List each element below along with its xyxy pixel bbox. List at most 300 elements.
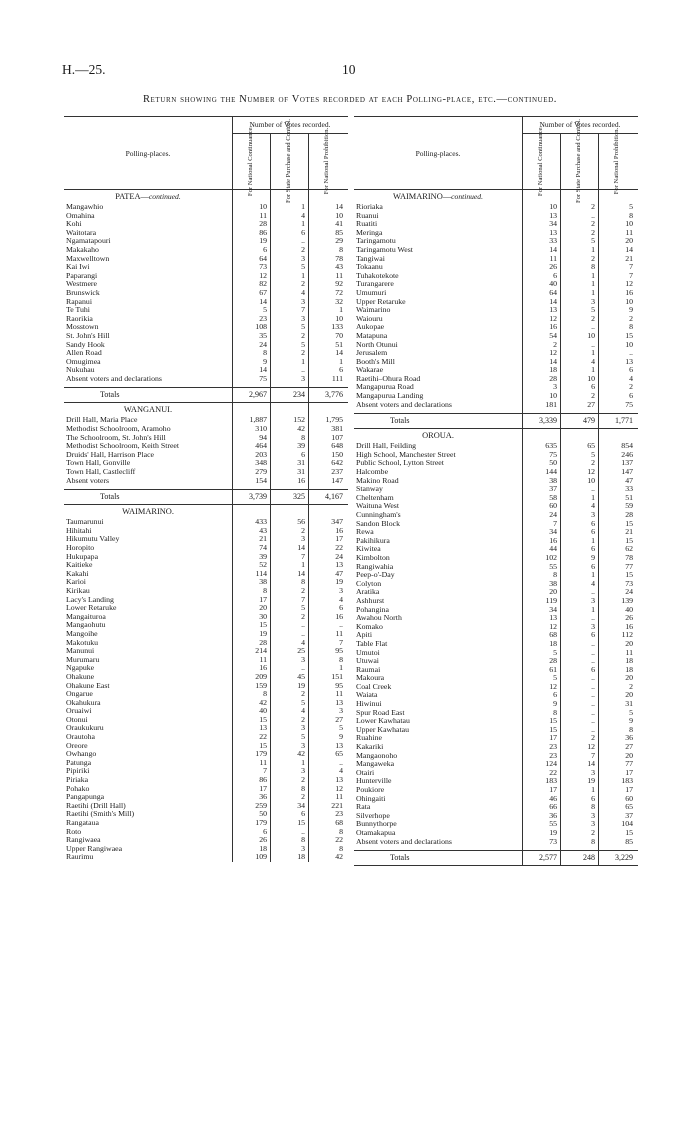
vote-count: 36 [625, 733, 633, 743]
vote-count: 37 [625, 810, 633, 820]
vote-count: .. [591, 587, 595, 597]
vote-count: 78 [625, 552, 633, 562]
polling-place-name: Silverhope [356, 811, 390, 820]
column-rule [598, 190, 599, 866]
right-table-body [354, 190, 638, 866]
vote-count: 18 [625, 664, 633, 674]
state-purchase-heading: For State Purchase and Control. [270, 133, 309, 189]
vote-count: 6 [591, 664, 595, 674]
table-row [64, 544, 348, 553]
vote-count: 112 [621, 630, 633, 640]
vote-count: 183 [545, 776, 557, 786]
table-row [354, 511, 638, 520]
table-row [64, 323, 348, 332]
vote-count: .. [629, 348, 633, 358]
vote-count: 3 [591, 767, 595, 777]
vote-count: 65 [587, 441, 595, 451]
vote-count: 4 [629, 373, 633, 383]
vote-count: 19 [297, 680, 305, 690]
vote-count: .. [591, 210, 595, 220]
vote-count: 60 [625, 793, 633, 803]
table-row [64, 707, 348, 716]
vote-count: 20 [625, 236, 633, 246]
vote-count: 8 [301, 432, 305, 442]
polling-place-name: Cunningham's [356, 511, 401, 519]
vote-count: 42 [297, 424, 305, 434]
vote-count: 22 [335, 543, 343, 552]
vote-count: 12 [587, 467, 595, 477]
vote-count: 1 [591, 570, 595, 580]
vote-count: 13 [549, 227, 557, 237]
vote-count: 108 [255, 322, 267, 332]
table-row [354, 769, 638, 778]
vote-count: 17 [625, 785, 633, 794]
vote-count: 6 [591, 630, 595, 640]
vote-count: 30 [259, 611, 267, 621]
vote-count: 6 [629, 365, 633, 375]
table-row [354, 451, 638, 460]
vote-count: 18 [297, 852, 305, 862]
vote-count: 73 [259, 262, 267, 272]
vote-count: 2 [629, 382, 633, 392]
vote-count: 183 [621, 776, 633, 786]
polling-place-name: Waituna West [356, 502, 399, 511]
table-row [354, 795, 638, 804]
polling-place-name: Ngapuke [66, 664, 95, 673]
polling-place-name: Mangaohutu [66, 621, 106, 630]
polling-place-name: Ngamatapouri [66, 237, 111, 246]
table-row [64, 289, 348, 298]
vote-count: 46 [549, 793, 557, 803]
table-row [64, 212, 348, 221]
vote-count: 14 [549, 356, 557, 366]
vote-count: 51 [625, 492, 633, 502]
table-row [64, 716, 348, 725]
table-row [354, 717, 638, 726]
table-row [354, 683, 638, 692]
total-value: 3,339 [539, 416, 557, 426]
vote-count: 50 [259, 809, 267, 819]
vote-count: 3 [301, 766, 305, 776]
polling-place-name: Umutoi [356, 648, 380, 657]
vote-count: 92 [335, 279, 343, 289]
vote-count: 16 [625, 621, 633, 631]
vote-count: 179 [255, 749, 267, 759]
vote-count: 54 [549, 330, 557, 340]
table-row [64, 733, 348, 742]
polling-place-name: Hunterville [356, 777, 392, 786]
vote-count: 26 [625, 613, 633, 623]
polling-place-name: Bunnythorpe [356, 820, 397, 829]
table-row [354, 485, 638, 494]
vote-count: 17 [335, 534, 343, 544]
vote-count: 19 [335, 577, 343, 587]
vote-count: 6 [591, 382, 595, 392]
vote-count: 13 [549, 305, 557, 315]
vote-count: 17 [625, 767, 633, 777]
vote-count: 107 [331, 432, 343, 442]
table-row [64, 742, 348, 751]
table-row [354, 323, 638, 332]
total-value: 3,776 [325, 390, 343, 400]
table-row [354, 349, 638, 358]
polling-places-heading: Polling-places. [64, 117, 233, 189]
vote-count: 1 [591, 270, 595, 280]
vote-count: 20 [625, 690, 633, 700]
vote-count: 147 [331, 475, 343, 485]
vote-count: 16 [549, 535, 557, 545]
table-row [354, 341, 638, 350]
table-row [64, 750, 348, 759]
vote-count: 8 [591, 836, 595, 846]
vote-count: 14 [625, 244, 633, 254]
table-row [354, 743, 638, 752]
vote-count: 37 [549, 484, 557, 494]
vote-count: 15 [259, 620, 267, 630]
vote-count: 73 [549, 836, 557, 846]
vote-count: 1 [301, 757, 305, 767]
vote-count: .. [591, 638, 595, 648]
vote-count: .. [591, 484, 595, 494]
polling-place-name: Kohi [66, 220, 82, 229]
vote-count: 5 [301, 339, 305, 349]
vote-count: 55 [549, 819, 557, 829]
vote-count: 8 [339, 244, 343, 254]
vote-count: 42 [297, 749, 305, 759]
vote-count: 8 [591, 262, 595, 272]
vote-count: 27 [587, 399, 595, 409]
vote-count: 14 [335, 202, 343, 211]
vote-count: 18 [549, 638, 557, 648]
vote-count: 34 [549, 527, 557, 537]
vote-count: 2 [629, 313, 633, 323]
vote-count: 13 [335, 697, 343, 707]
polling-place-name: Nukuhau [66, 366, 95, 375]
table-row [354, 229, 638, 238]
table-row [64, 246, 348, 255]
vote-count: 5 [301, 603, 305, 613]
vote-count: 75 [259, 373, 267, 383]
vote-count: 6 [301, 809, 305, 819]
vote-count: 8 [339, 654, 343, 664]
table-row [354, 306, 638, 315]
vote-count: 10 [335, 313, 343, 323]
vote-count: 15 [297, 818, 305, 827]
vote-count: 259 [255, 800, 267, 810]
table-row [354, 657, 638, 666]
total-value: 3,229 [615, 853, 633, 863]
vote-count: 25 [297, 646, 305, 656]
vote-count: .. [301, 663, 305, 673]
table-row [64, 587, 348, 596]
vote-count: 3 [301, 654, 305, 664]
vote-count: 8 [301, 835, 305, 845]
vote-count: 28 [549, 373, 557, 383]
polling-place-name: Methodist Schoolroom, Keith Street [66, 442, 180, 451]
vote-count: 67 [259, 287, 267, 297]
vote-count: 1 [339, 356, 343, 366]
vote-count: 10 [587, 373, 595, 383]
polling-place-name: Kai Iwi [66, 263, 90, 272]
vote-count: 1 [591, 785, 595, 794]
vote-count: 4 [591, 501, 595, 511]
vote-count: 28 [259, 637, 267, 647]
polling-place-name: Methodist Schoolroom, Aramoho [66, 425, 171, 434]
polling-place-name: Kaitieke [66, 561, 93, 570]
table-row [64, 836, 348, 845]
polling-place-name: Raetihi (Smith's Mill) [66, 810, 135, 819]
vote-count: 39 [297, 441, 305, 451]
polling-place-name: Tokaanu [356, 263, 383, 272]
polling-place-name: Raorikia [66, 314, 93, 323]
polling-place-name: Raetihi–Ohura Road [356, 374, 421, 383]
vote-count: .. [591, 707, 595, 717]
vote-count: 3 [301, 313, 305, 323]
polling-place-name: Allen Road [66, 349, 102, 358]
polling-place-name: Oreore [66, 741, 88, 750]
vote-count: 14 [297, 543, 305, 552]
vote-count: 2 [301, 714, 305, 724]
table-row [354, 726, 638, 735]
vote-count: 34 [297, 800, 305, 810]
vote-count: 20 [259, 603, 267, 613]
polling-place-name: Otamakapua [356, 828, 396, 837]
vote-count: .. [591, 647, 595, 657]
vote-count: 43 [259, 525, 267, 535]
table-row [354, 272, 638, 281]
vote-count: 4 [591, 578, 595, 588]
table-row [64, 535, 348, 544]
vote-count: 12 [549, 621, 557, 631]
vote-count: 34 [549, 219, 557, 229]
vote-count: 3 [591, 510, 595, 519]
polling-place-name: Pangapunga [66, 793, 105, 802]
vote-count: 3 [301, 534, 305, 544]
section-heading [64, 403, 232, 416]
vote-count: 214 [255, 646, 267, 656]
vote-count: 237 [331, 467, 343, 477]
polling-place-name: Brunswick [66, 288, 100, 297]
vote-count: 2 [591, 313, 595, 323]
vote-count: 5 [301, 262, 305, 272]
vote-count: 2 [301, 611, 305, 621]
table-row [354, 442, 638, 451]
vote-count: .. [339, 757, 343, 767]
vote-count: .. [301, 365, 305, 375]
table-row [354, 375, 638, 384]
vote-count: 347 [331, 517, 343, 527]
table-row [354, 289, 638, 298]
polling-place-name: Raurimu [66, 853, 94, 862]
vote-count: 11 [625, 647, 633, 657]
vote-count: 9 [591, 552, 595, 562]
vote-count: 5 [339, 723, 343, 733]
table-row [354, 237, 638, 246]
table-row [64, 315, 348, 324]
vote-count: 2 [301, 689, 305, 699]
section-heading [354, 190, 522, 203]
polling-place-name: Umumuri [356, 288, 387, 297]
vote-count: 2 [591, 219, 595, 229]
polling-place-name: Town Hall, Gonville [66, 459, 131, 468]
continuance-heading: For National Continuance. [522, 133, 561, 189]
vote-count: 95 [335, 680, 343, 690]
vote-count: 15 [259, 740, 267, 750]
vote-count: 64 [259, 253, 267, 263]
vote-count: 179 [255, 818, 267, 827]
polling-place-name: Rata [356, 803, 371, 812]
polling-place-name: Ohakune East [66, 681, 110, 690]
table-row [354, 674, 638, 683]
vote-count: 8 [263, 689, 267, 699]
polling-place-name: Ruatiti [356, 220, 378, 229]
polling-place-name: Ashhurst [356, 596, 385, 605]
vote-count: 114 [255, 568, 267, 578]
vote-count: .. [591, 681, 595, 691]
vote-count: .. [591, 724, 595, 734]
vote-count: 94 [259, 432, 267, 442]
polling-place-name: Colyton [356, 579, 382, 588]
polling-place-name: Public School, Lytton Street [356, 459, 444, 468]
vote-count: 13 [625, 356, 633, 366]
vote-count: 1 [339, 305, 343, 315]
polling-place-name: Ohakune [66, 672, 95, 681]
polling-place-name: Cheltenham [356, 493, 394, 502]
vote-count: 36 [549, 810, 557, 820]
table-row [64, 425, 348, 434]
vote-count: 152 [293, 415, 305, 425]
polling-place-name: Waitotara [66, 228, 97, 237]
table-row [354, 580, 638, 589]
polling-place-name: Turangarere [356, 280, 394, 289]
vote-count: 5 [591, 305, 595, 315]
table-row [354, 332, 638, 341]
polling-place-name: Okahukura [66, 698, 101, 707]
polling-place-name: Ohingaiti [356, 794, 386, 803]
vote-count: 28 [549, 656, 557, 666]
vote-count: 3 [301, 740, 305, 750]
vote-count: 7 [339, 637, 343, 647]
table-row [354, 392, 638, 401]
vote-count: 648 [331, 441, 343, 451]
vote-count: 40 [259, 706, 267, 716]
vote-count: 2 [301, 792, 305, 802]
vote-count: 5 [301, 732, 305, 742]
vote-count: 3 [591, 621, 595, 631]
vote-count: 159 [255, 680, 267, 690]
polling-place-name: The Schoolroom, St. John's Hill [66, 433, 166, 442]
polling-place-name: Mosstown [66, 323, 99, 332]
vote-count: 27 [625, 742, 633, 752]
prohibition-heading: For National Prohibition. [613, 127, 620, 195]
table-row [64, 349, 348, 358]
polling-place-name: Lower Kawhatau [356, 717, 410, 726]
vote-count: 221 [331, 800, 343, 810]
table-row [354, 528, 638, 537]
vote-count: 14 [549, 244, 557, 254]
vote-count: 3 [553, 382, 557, 392]
polling-place-name: Absent voters and declarations [356, 837, 452, 846]
vote-count: 5 [629, 202, 633, 211]
vote-count: 35 [259, 330, 267, 340]
vote-count: 310 [255, 424, 267, 434]
vote-count: .. [591, 673, 595, 683]
vote-count: 43 [335, 262, 343, 272]
polling-place-name: Drill Hall, Feilding [356, 442, 416, 451]
table-row [64, 451, 348, 460]
polling-place-name: Omahina [66, 211, 95, 220]
polling-place-name: Piriaka [66, 776, 89, 785]
vote-count: 2 [591, 227, 595, 237]
table-row [64, 828, 348, 837]
vote-count: 62 [625, 544, 633, 554]
vote-count: 2 [591, 391, 595, 401]
polling-place-name: Rapanui [66, 297, 92, 306]
polling-place-name: Kakahi [66, 569, 89, 578]
total-value: 248 [583, 853, 595, 863]
vote-count: 279 [255, 467, 267, 477]
vote-count: 10 [625, 296, 633, 306]
vote-count: 64 [549, 287, 557, 297]
vote-count: .. [339, 620, 343, 630]
vote-count: 5 [591, 449, 595, 459]
vote-count: 3 [591, 819, 595, 829]
vote-count: 20 [625, 750, 633, 760]
vote-count: 464 [255, 441, 267, 451]
polling-place-name: Makakaho [66, 245, 99, 254]
vote-count: 1,795 [325, 415, 343, 425]
table-row [64, 613, 348, 622]
vote-count: 7 [301, 594, 305, 604]
vote-count: 6 [553, 690, 557, 700]
table-row [64, 561, 348, 570]
polling-place-name: Rewa [356, 528, 374, 537]
total-value: 3,739 [249, 492, 267, 502]
section-title: OROUA. [422, 431, 454, 441]
vote-count: 27 [335, 714, 343, 724]
vote-count: 18 [259, 843, 267, 853]
total-value: 234 [293, 390, 305, 400]
polling-place-name: Jerusalem [356, 349, 388, 358]
table-row [354, 477, 638, 486]
vote-count: 11 [335, 689, 343, 699]
vote-count: 13 [549, 613, 557, 623]
vote-count: 8 [301, 783, 305, 793]
vote-count: 2 [301, 279, 305, 289]
vote-count: 52 [259, 560, 267, 570]
table-row [354, 203, 638, 212]
vote-count: 16 [335, 525, 343, 535]
totals-label: Totals [390, 853, 410, 863]
vote-count: 65 [625, 802, 633, 812]
table-row [64, 810, 348, 819]
number-of-votes-heading: Number of Votes recorded. [232, 117, 348, 134]
vote-count: 47 [335, 568, 343, 578]
left-table-body [64, 190, 348, 862]
vote-count: 3 [301, 373, 305, 383]
vote-count: 14 [259, 296, 267, 306]
polling-place-name: Sandon Block [356, 519, 400, 528]
polling-place-name: Hukupapa [66, 552, 99, 561]
totals-label: Totals [100, 492, 120, 502]
polling-place-name: Hihitahi [66, 526, 92, 535]
table-row [354, 502, 638, 511]
total-value: 4,167 [325, 492, 343, 502]
vote-count: 7 [629, 262, 633, 272]
vote-count: 348 [255, 458, 267, 468]
vote-count: 3 [301, 843, 305, 853]
vote-count: 17 [259, 783, 267, 793]
